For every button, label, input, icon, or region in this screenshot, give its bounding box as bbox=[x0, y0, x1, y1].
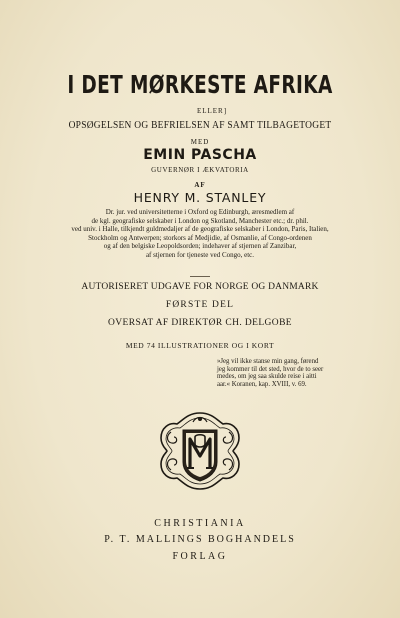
credentials-line: ved univ. i Halle, tilkjendt guldmedaljer af de geografiske selskaber i London, Paris, Italien, bbox=[71, 225, 329, 234]
subtitle: OPSØGELSEN OG BEFRIELSEN AF SAMT TILBAGETOGET bbox=[68, 120, 332, 131]
translator-line: OVERSAT AF DIREKTØR CH. DELGOBE bbox=[107, 318, 293, 328]
edition-line: AUTORISERET UDGAVE FOR NORGE OG DANMARK bbox=[81, 282, 319, 292]
main-title: I DET MØRKESTE AFRIKA bbox=[67, 70, 333, 99]
med-text: MED bbox=[190, 138, 210, 146]
publisher-monogram-icon bbox=[157, 410, 243, 492]
epigraph-line: »Jeg vil ikke stanse min gang, førend bbox=[217, 358, 319, 365]
emin-pascha-name: EMIN PASCHA bbox=[143, 147, 257, 163]
divider-rule bbox=[190, 276, 210, 277]
credentials-line: Dr. jur. ved universitetterne i Oxford og Edinburgh, æresmedlem af bbox=[105, 208, 295, 216]
governor-title: GUVERNØR I ÆKVATORIA bbox=[151, 166, 249, 174]
credentials-line: af stjernen for tjeneste ved Congo, etc. bbox=[145, 250, 255, 259]
part-line: FØRSTE DEL bbox=[165, 300, 235, 310]
epigraph-line: medes, om jeg saa skulde reise i aitti bbox=[217, 373, 317, 381]
eller-text: ELLER] bbox=[196, 107, 228, 115]
epigraph bbox=[217, 358, 357, 388]
illustrations-line: MED 74 ILLUSTRATIONER OG I KORT bbox=[125, 341, 275, 350]
credentials-line: de kgl. geografiske selskaber i London og Skotland, Manchester etc.; dr. phil. bbox=[91, 216, 309, 225]
epigraph-line: jeg kommer til det sted, hvor de to seer bbox=[217, 365, 324, 373]
credentials-line: Stockholm og Antwerpen; storkors af Medjidie, af Osmanlie, af Congo-ordenen bbox=[88, 233, 312, 242]
publication-city: CHRISTIANIA bbox=[154, 518, 246, 529]
author-credentials bbox=[0, 208, 400, 260]
author-name: HENRY M. STANLEY bbox=[133, 190, 267, 205]
forlag-text: FORLAG bbox=[172, 551, 228, 562]
af-text: AF bbox=[194, 181, 206, 189]
publisher-name: P. T. MALLINGS BOGHANDELS bbox=[104, 534, 296, 545]
credentials-line: og af den belgiske Leopoldsorden; indehaver af stjernen af Zanzibar, bbox=[103, 242, 297, 251]
epigraph-line: aar.« Koranen, kap. XVIII, v. 69. bbox=[217, 380, 307, 388]
